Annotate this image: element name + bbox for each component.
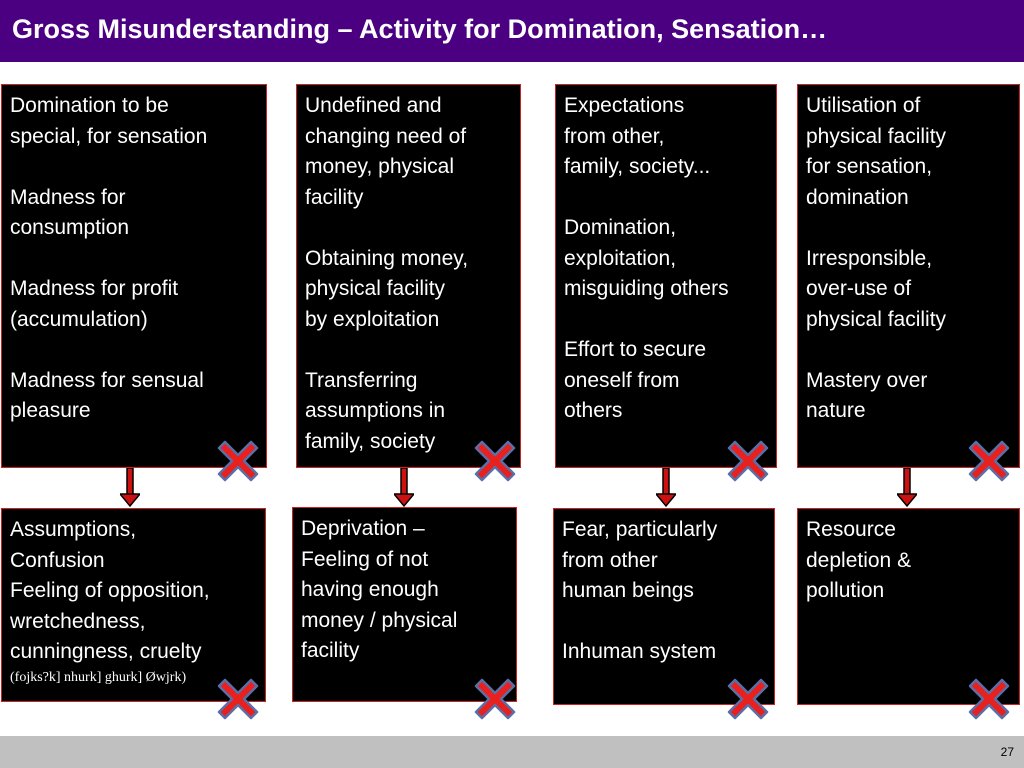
red-x-icon [721, 672, 775, 726]
hindi-text: (fojks?k] nhurk] ghurk] Øwjrk) [10, 669, 187, 685]
red-x-icon [721, 434, 775, 488]
box-text: Madness for profit (accumulation) [10, 277, 179, 331]
red-x-icon [211, 434, 265, 488]
box-text: Deprivation – Feeling of not having enough money / physical facility [301, 517, 458, 662]
box-text: Madness for consumption [10, 185, 130, 239]
down-arrow-icon [394, 468, 414, 508]
top-box-2 [296, 84, 521, 468]
box-text: Mastery over nature [806, 368, 928, 422]
red-x-icon [962, 672, 1016, 726]
box-text: Undefined and changing need of money, physical facility [305, 94, 467, 209]
box-text: Resource depletion & pollution [806, 518, 912, 602]
down-arrow-icon [120, 468, 140, 508]
box-text: Assumptions, Confusion [10, 518, 137, 572]
top-box-3 [555, 84, 777, 468]
box-text: Domination, exploitation, misguiding others [564, 216, 729, 300]
box-text: Obtaining money, physical facility by exploitation [305, 246, 469, 331]
box-text: Expectations from other, family, society... [564, 94, 711, 178]
box-text: Feeling of opposition, wretchedness, cunningness, cruelty [10, 579, 210, 663]
box-text: Transferring assumptions in family, society [305, 368, 446, 453]
slide-title: Gross Misunderstanding – Activity for Domination, Sensation… [12, 14, 828, 44]
down-arrow-icon [656, 468, 676, 508]
box-text: Domination to be special, for sensation [10, 94, 208, 148]
box-text: Inhuman system [562, 640, 717, 663]
red-x-icon [468, 672, 522, 726]
box-text: Utilisation of physical facility for sensation, domination [806, 94, 947, 209]
down-arrow-icon [897, 468, 917, 508]
red-x-icon [962, 434, 1016, 488]
box-text: Irresponsible, over-use of physical facility [806, 246, 947, 331]
box-text: Effort to secure oneself from others [564, 338, 707, 422]
title-bar [0, 0, 1024, 62]
page-number: 27 [1000, 745, 1014, 759]
footer-bar [0, 736, 1024, 768]
red-x-icon [211, 672, 265, 726]
top-box-4 [797, 84, 1020, 468]
red-x-icon [468, 434, 522, 488]
box-text: Madness for sensual pleasure [10, 368, 204, 422]
top-box-1 [1, 84, 267, 468]
box-text: Fear, particularly from other human beings [562, 518, 718, 602]
